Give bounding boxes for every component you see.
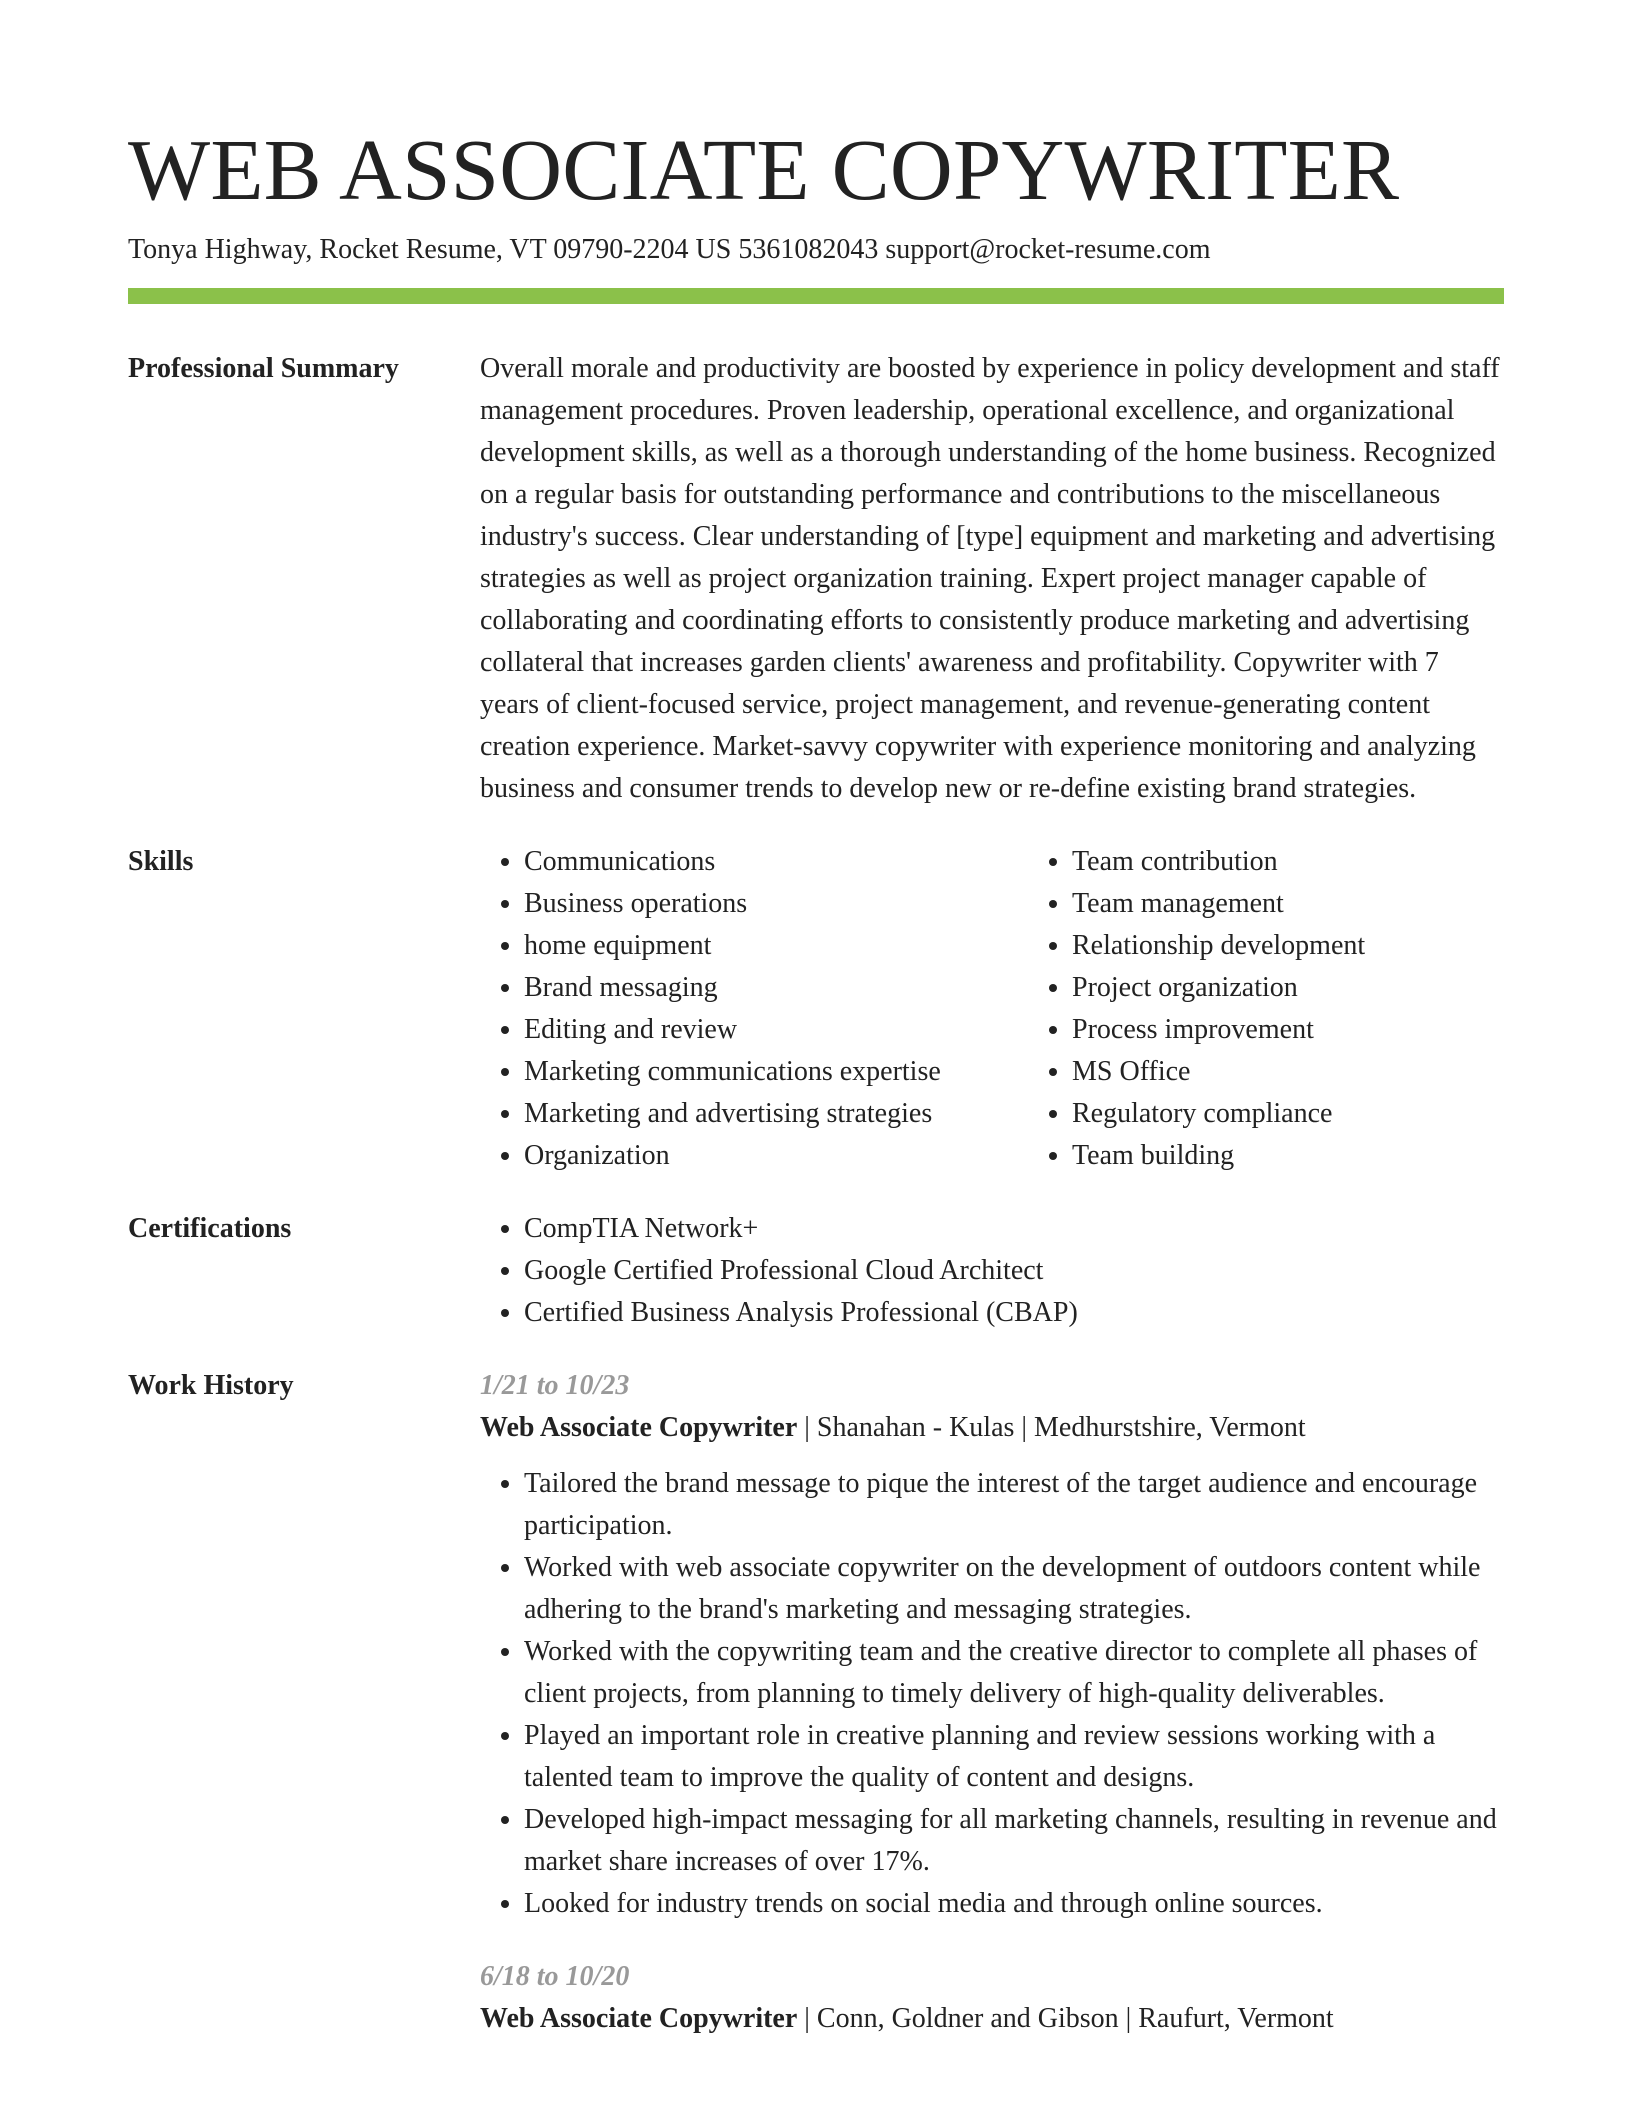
skill-item: • Project organization [1072, 967, 1576, 1009]
job-duty-item: • Worked with web associate copywriter on the development of outdoors content while adhering to the brand's marketing and messaging strategies. [524, 1547, 1504, 1631]
job-duties-list [480, 1463, 1504, 1925]
skill-item: • Regulatory compliance [1072, 1093, 1576, 1135]
job-title: Web Associate Copywriter [480, 2003, 798, 2034]
skill-item: • home equipment [524, 925, 1028, 967]
skill-item: • Marketing communications expertise [524, 1051, 1028, 1093]
skills-column-1 [480, 841, 1028, 1177]
job-heading [480, 1998, 1504, 2040]
certification-item: • CompTIA Network+ [524, 1208, 1504, 1250]
resume-page [128, 120, 1504, 2040]
summary-body [480, 348, 1504, 810]
certification-item: • Google Certified Professional Cloud Architect [524, 1250, 1504, 1292]
skills-body [480, 841, 1576, 1177]
skill-item: • Editing and review [524, 1009, 1028, 1051]
work-history-body [480, 1365, 1504, 2040]
summary-section [128, 348, 1504, 810]
summary-text: Overall morale and productivity are boosted by experience in policy development and staff management procedures. Proven leadership, operational excellence, and organizational development skills, as well as a thorough understanding of the home business. Recognized on a regular basis for outstanding performance and contributions to the miscellaneous industry's success. Clear understanding of [type] equipment and marketing and advertising strategies as well as project organization training. Expert project manager capable of collaborating and coordinating efforts to consistently produce marketing and advertising collateral that increases garden clients' awareness and profitability. Copywriter with 7 years of client-focused service, project management, and revenue-generating content creation experience. Market-savvy copywriter with experience monitoring and analyzing business and consumer trends to develop new or re-define existing brand strategies. [480, 353, 1500, 804]
skill-item: • Business operations [524, 883, 1028, 925]
skill-item: • Team management [1072, 883, 1576, 925]
job-entry-2 [480, 1956, 1504, 2040]
skill-item: • MS Office [1072, 1051, 1576, 1093]
job-duty-item: • Developed high-impact messaging for all marketing channels, resulting in revenue and market share increases of over 17%. [524, 1799, 1504, 1883]
contact-line [128, 232, 1504, 268]
job-entry-1 [480, 1365, 1504, 1925]
job-duty-item: • Worked with the copywriting team and the creative director to complete all phases of client projects, from planning to timely delivery of high-quality deliverables. [524, 1631, 1504, 1715]
job-dates: 6/18 to 10/20 [480, 1961, 630, 1992]
resume-title: WEB ASSOCIATE COPYWRITER [128, 121, 1400, 218]
certifications-body [480, 1208, 1504, 1334]
job-employer-location: | Shanahan - Kulas | Medhurstshire, Vermont [797, 1412, 1306, 1443]
skill-item: • Process improvement [1072, 1009, 1576, 1051]
skill-item: • Team building [1072, 1135, 1576, 1177]
job-duty-item: • Played an important role in creative planning and review sessions working with a talented team to improve the quality of content and designs. [524, 1715, 1504, 1799]
job-heading [480, 1407, 1504, 1449]
skill-item: • Team contribution [1072, 841, 1576, 883]
work-history-heading: Work History [128, 1370, 294, 1401]
job-title: Web Associate Copywriter [480, 1412, 798, 1443]
contact-address: Tonya Highway, Rocket Resume, VT 09790-2204 US [128, 234, 732, 265]
accent-divider [128, 288, 1504, 304]
skill-item: • Brand messaging [524, 967, 1028, 1009]
job-employer-location: | Conn, Goldner and Gibson | Raufurt, Vermont [797, 2003, 1334, 2034]
work-history-section [128, 1365, 1504, 2040]
skills-section [128, 841, 1504, 1177]
certification-item: • Certified Business Analysis Professional (CBAP) [524, 1292, 1504, 1334]
job-duty-item: • Looked for industry trends on social media and through online sources. [524, 1883, 1504, 1925]
skills-heading: Skills [128, 846, 194, 877]
skill-item: • Organization [524, 1135, 1028, 1177]
skill-item: • Marketing and advertising strategies [524, 1093, 1028, 1135]
contact-phone: 5361082043 [738, 234, 879, 265]
skill-item: • Relationship development [1072, 925, 1576, 967]
skills-column-2 [1028, 841, 1576, 1177]
job-dates: 1/21 to 10/23 [480, 1370, 630, 1401]
certifications-section [128, 1208, 1504, 1334]
certifications-heading: Certifications [128, 1213, 292, 1244]
skill-item: • Communications [524, 841, 1028, 883]
job-duty-item: • Tailored the brand message to pique the interest of the target audience and encourage participation. [524, 1463, 1504, 1547]
certifications-list [480, 1208, 1504, 1334]
summary-heading: Professional Summary [128, 353, 399, 384]
contact-email[interactable]: support@rocket-resume.com [885, 234, 1211, 265]
